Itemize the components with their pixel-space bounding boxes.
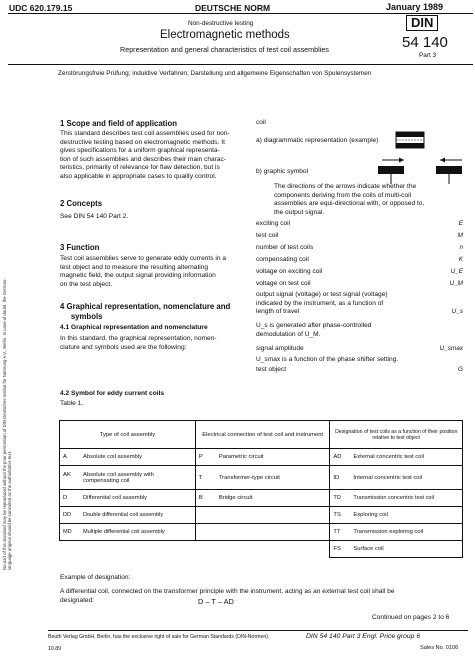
text-line: the output signal. bbox=[274, 208, 325, 216]
section-4-1-heading: 4.1 Graphical representation and nomenclature bbox=[60, 324, 208, 331]
table-cell bbox=[330, 507, 463, 524]
definition-label: compensating coil bbox=[256, 256, 309, 263]
table-cell bbox=[330, 524, 463, 541]
text-line: on the test object. bbox=[60, 280, 113, 288]
cell-code: TS bbox=[333, 512, 341, 518]
cell-text: Bridge circuit bbox=[218, 495, 253, 501]
section-2-text: See DIN 54 140 Part 2. bbox=[60, 213, 129, 220]
din-logo: DIN bbox=[406, 15, 438, 31]
cell-code: DD bbox=[63, 512, 72, 518]
udc-label: UDC 620.179.15 bbox=[9, 3, 73, 13]
footer-date: 10.89 bbox=[48, 646, 61, 652]
cell-code: MD bbox=[63, 529, 72, 535]
category: Non-destructive testing bbox=[188, 20, 254, 27]
cell-text: Exploring coil bbox=[353, 512, 388, 518]
text-line: destructive testing based on electromagnetic methods. It bbox=[60, 138, 225, 146]
table-cell bbox=[195, 507, 330, 524]
table-row bbox=[60, 541, 463, 558]
section-4-2-heading: 4.2 Symbol for eddy current coils bbox=[60, 390, 165, 397]
definition-label: test coil bbox=[256, 232, 279, 239]
definition-label: number of test coils bbox=[256, 244, 314, 251]
german-title: Zerstörungsfreie Prüfung; induktive Verfahren; Darstellung und allgemeine Eigenschaften von Spulensystemen bbox=[58, 70, 372, 77]
column-header: Designation of test coils as a function of their position relative to test object bbox=[330, 421, 463, 449]
table-cell bbox=[60, 466, 196, 490]
text-line: This standard describes test coil assemblies used for non- bbox=[60, 130, 230, 137]
coil-label: coil bbox=[256, 119, 266, 126]
signal-amplitude-symbol: U_smax bbox=[439, 345, 463, 352]
cell-text: Absolute coil assembly with compensating coil bbox=[83, 471, 154, 484]
cell-code: P bbox=[198, 454, 203, 460]
footer-rule bbox=[48, 630, 468, 631]
text-line: tion of such assemblies and describes their main charac- bbox=[60, 155, 227, 163]
text-line: assemblies are equi-directional with, or opposed to, bbox=[274, 200, 425, 208]
text-line: length of travel bbox=[256, 308, 300, 316]
text-line: test object and to measure the resulting alternating bbox=[60, 263, 209, 271]
footer-publisher: Beuth Verlag GmbH, Berlin, has the exclusive right of sale for German Standards (DIN-Normen). bbox=[48, 634, 270, 640]
table-row bbox=[60, 490, 463, 507]
text-line: also applicable in appropriate cases to quality control. bbox=[60, 172, 217, 180]
cell-code: AK bbox=[63, 471, 71, 478]
document-title: Electromagnetic methods bbox=[160, 29, 290, 41]
cell-text: Differential coil assembly bbox=[83, 495, 148, 501]
issue-date: January 1989 bbox=[386, 2, 444, 12]
arrow-direction-text bbox=[274, 183, 424, 217]
cell-code: FS bbox=[333, 546, 341, 552]
header-rule bbox=[8, 64, 473, 65]
cell-code: D bbox=[63, 495, 68, 501]
table-caption: Table 1. bbox=[60, 400, 84, 407]
heading-line: symbols bbox=[60, 312, 103, 321]
definition-symbol: n bbox=[459, 244, 463, 251]
sales-number: Sales No. 0106 bbox=[420, 645, 459, 651]
table-row bbox=[60, 449, 463, 466]
section-3-text bbox=[60, 255, 226, 289]
cell-code: TD bbox=[333, 495, 341, 501]
text-line: U_s is generated after phase-controlled bbox=[256, 322, 372, 329]
output-signal-text bbox=[256, 291, 388, 317]
graphic-symbol-label: b) graphic symbol bbox=[256, 168, 309, 175]
cell-text: Surface coil bbox=[353, 546, 384, 552]
text-line: Test coil assemblies serve to generate eddy currents in a bbox=[60, 255, 227, 262]
cell-text: Transformer-type circuit bbox=[218, 474, 280, 481]
table-cell bbox=[60, 490, 196, 507]
section-1-text bbox=[60, 130, 230, 182]
heading-line: 4 Graphical representation, nomenclature and bbox=[60, 302, 231, 311]
table-header-row bbox=[60, 421, 463, 449]
definition-symbol: U_E bbox=[450, 268, 463, 275]
continued-note: Continued on pages 2 to 6 bbox=[372, 614, 450, 621]
publisher-label: DEUTSCHE NORM bbox=[195, 3, 271, 13]
test-object-label: test object bbox=[256, 366, 287, 373]
text-line: magnetic field, the output signal providing information bbox=[60, 272, 216, 280]
test-object-symbol: G bbox=[458, 366, 463, 373]
text-line: clature and symbols used are the following: bbox=[60, 343, 187, 351]
text-line: demodulation of U_M. bbox=[256, 330, 321, 338]
part-label: Part 3 bbox=[419, 52, 437, 59]
table-cell bbox=[195, 466, 330, 490]
text-line: In this standard, the graphical representation, nomen- bbox=[60, 335, 217, 342]
definition-symbol: K bbox=[458, 256, 463, 263]
table-cell bbox=[195, 524, 330, 541]
example-text: A differential coil, connected on the transformer principle with the instrument, acting as an external test coil shall be bbox=[60, 588, 395, 595]
cell-code: TT bbox=[333, 529, 341, 535]
example-code: D – T – AD bbox=[198, 597, 234, 606]
table-cell bbox=[60, 507, 196, 524]
table-cell bbox=[330, 466, 463, 490]
reproduction-note: No part of this standard may be reproduced without the prior permission of DIN Deutsches Institut für Normung e.V., Berlin. In case of doubt, the German-language original should be consulted as the authoritative text. bbox=[2, 278, 12, 570]
cell-text: Multiple differential coil assembly bbox=[83, 529, 165, 535]
text-line: output signal (voltage) or test signal (voltage) bbox=[256, 291, 388, 298]
table-row bbox=[60, 507, 463, 524]
definition-label: voltage on test coil bbox=[256, 280, 311, 287]
document-subtitle: Representation and general characteristics of test coil assemblies bbox=[120, 45, 329, 54]
table-cell bbox=[195, 490, 330, 507]
cell-text: External concentric test coil bbox=[353, 454, 424, 460]
definition-label: voltage on exciting coil bbox=[256, 268, 323, 275]
table-row bbox=[60, 466, 463, 490]
text-line: components deriving from the coils of multi-coil bbox=[274, 191, 412, 199]
definition-symbol: M bbox=[457, 232, 463, 239]
coil-symbol-table bbox=[59, 420, 463, 558]
section-4-1-text bbox=[60, 335, 217, 352]
table-row bbox=[60, 524, 463, 541]
section-2-heading: 2 Concepts bbox=[60, 199, 103, 208]
coil-diagram-icon bbox=[394, 128, 426, 152]
output-signal-symbol: U_s bbox=[451, 308, 463, 315]
cell-code: T bbox=[198, 474, 203, 481]
cell-code: A bbox=[63, 454, 67, 460]
amplitude-note: U_smax is a function of the phase shifter setting. bbox=[256, 356, 399, 363]
definition-symbol: E bbox=[458, 220, 463, 227]
column-header: Type of coil assembly bbox=[60, 421, 196, 449]
table-cell bbox=[60, 541, 196, 558]
cell-text: Transmission exploring coil bbox=[353, 529, 424, 535]
table-cell bbox=[60, 524, 196, 541]
cell-text: Absolute coil assembly bbox=[83, 454, 142, 460]
cell-text: Double differential coil assembly bbox=[83, 512, 164, 518]
section-1-heading: 1 Scope and field of application bbox=[60, 119, 177, 128]
column-header: Electrical connection of test coil and instrument bbox=[195, 421, 330, 449]
section-4-heading bbox=[60, 302, 230, 322]
cell-text: Parametric circuit bbox=[218, 454, 264, 460]
text-line: gives specifications for a uniform graphical representa- bbox=[60, 147, 220, 155]
table-cell bbox=[195, 449, 330, 466]
example-designated: designated: bbox=[60, 597, 95, 604]
diagrammatic-label: a) diagrammatic representation (example) bbox=[256, 137, 379, 144]
standard-number: 54 140 bbox=[402, 34, 448, 51]
cell-text: Internal concentric test coil bbox=[353, 474, 423, 481]
text-line: The directions of the arrows indicate whether the bbox=[274, 183, 417, 190]
cell-code: B bbox=[198, 495, 203, 501]
signal-amplitude-label: signal amplitude bbox=[256, 345, 304, 352]
example-heading: Example of designation: bbox=[60, 574, 131, 581]
text-line: indicated by the instrument, as a function of bbox=[256, 299, 384, 307]
table-cell bbox=[330, 490, 463, 507]
definition-label: exciting coil bbox=[256, 220, 291, 227]
text-line: teristics, primarily of relevance for flaw detection, but is bbox=[60, 164, 220, 172]
footer-reference: DIN 54 140 Part 3 Engl. Price group 6 bbox=[306, 633, 421, 640]
din-box bbox=[395, 14, 463, 64]
cell-code: AD bbox=[333, 454, 342, 460]
section-3-heading: 3 Function bbox=[60, 243, 100, 252]
definition-symbol: U_M bbox=[449, 280, 463, 287]
table-cell bbox=[195, 541, 330, 558]
table-cell bbox=[330, 541, 463, 558]
table-cell bbox=[60, 449, 196, 466]
cell-text: Transmission concentric test coil bbox=[353, 495, 435, 501]
demodulation-text bbox=[256, 322, 371, 339]
table-cell bbox=[330, 449, 463, 466]
cell-code: ID bbox=[333, 474, 340, 481]
